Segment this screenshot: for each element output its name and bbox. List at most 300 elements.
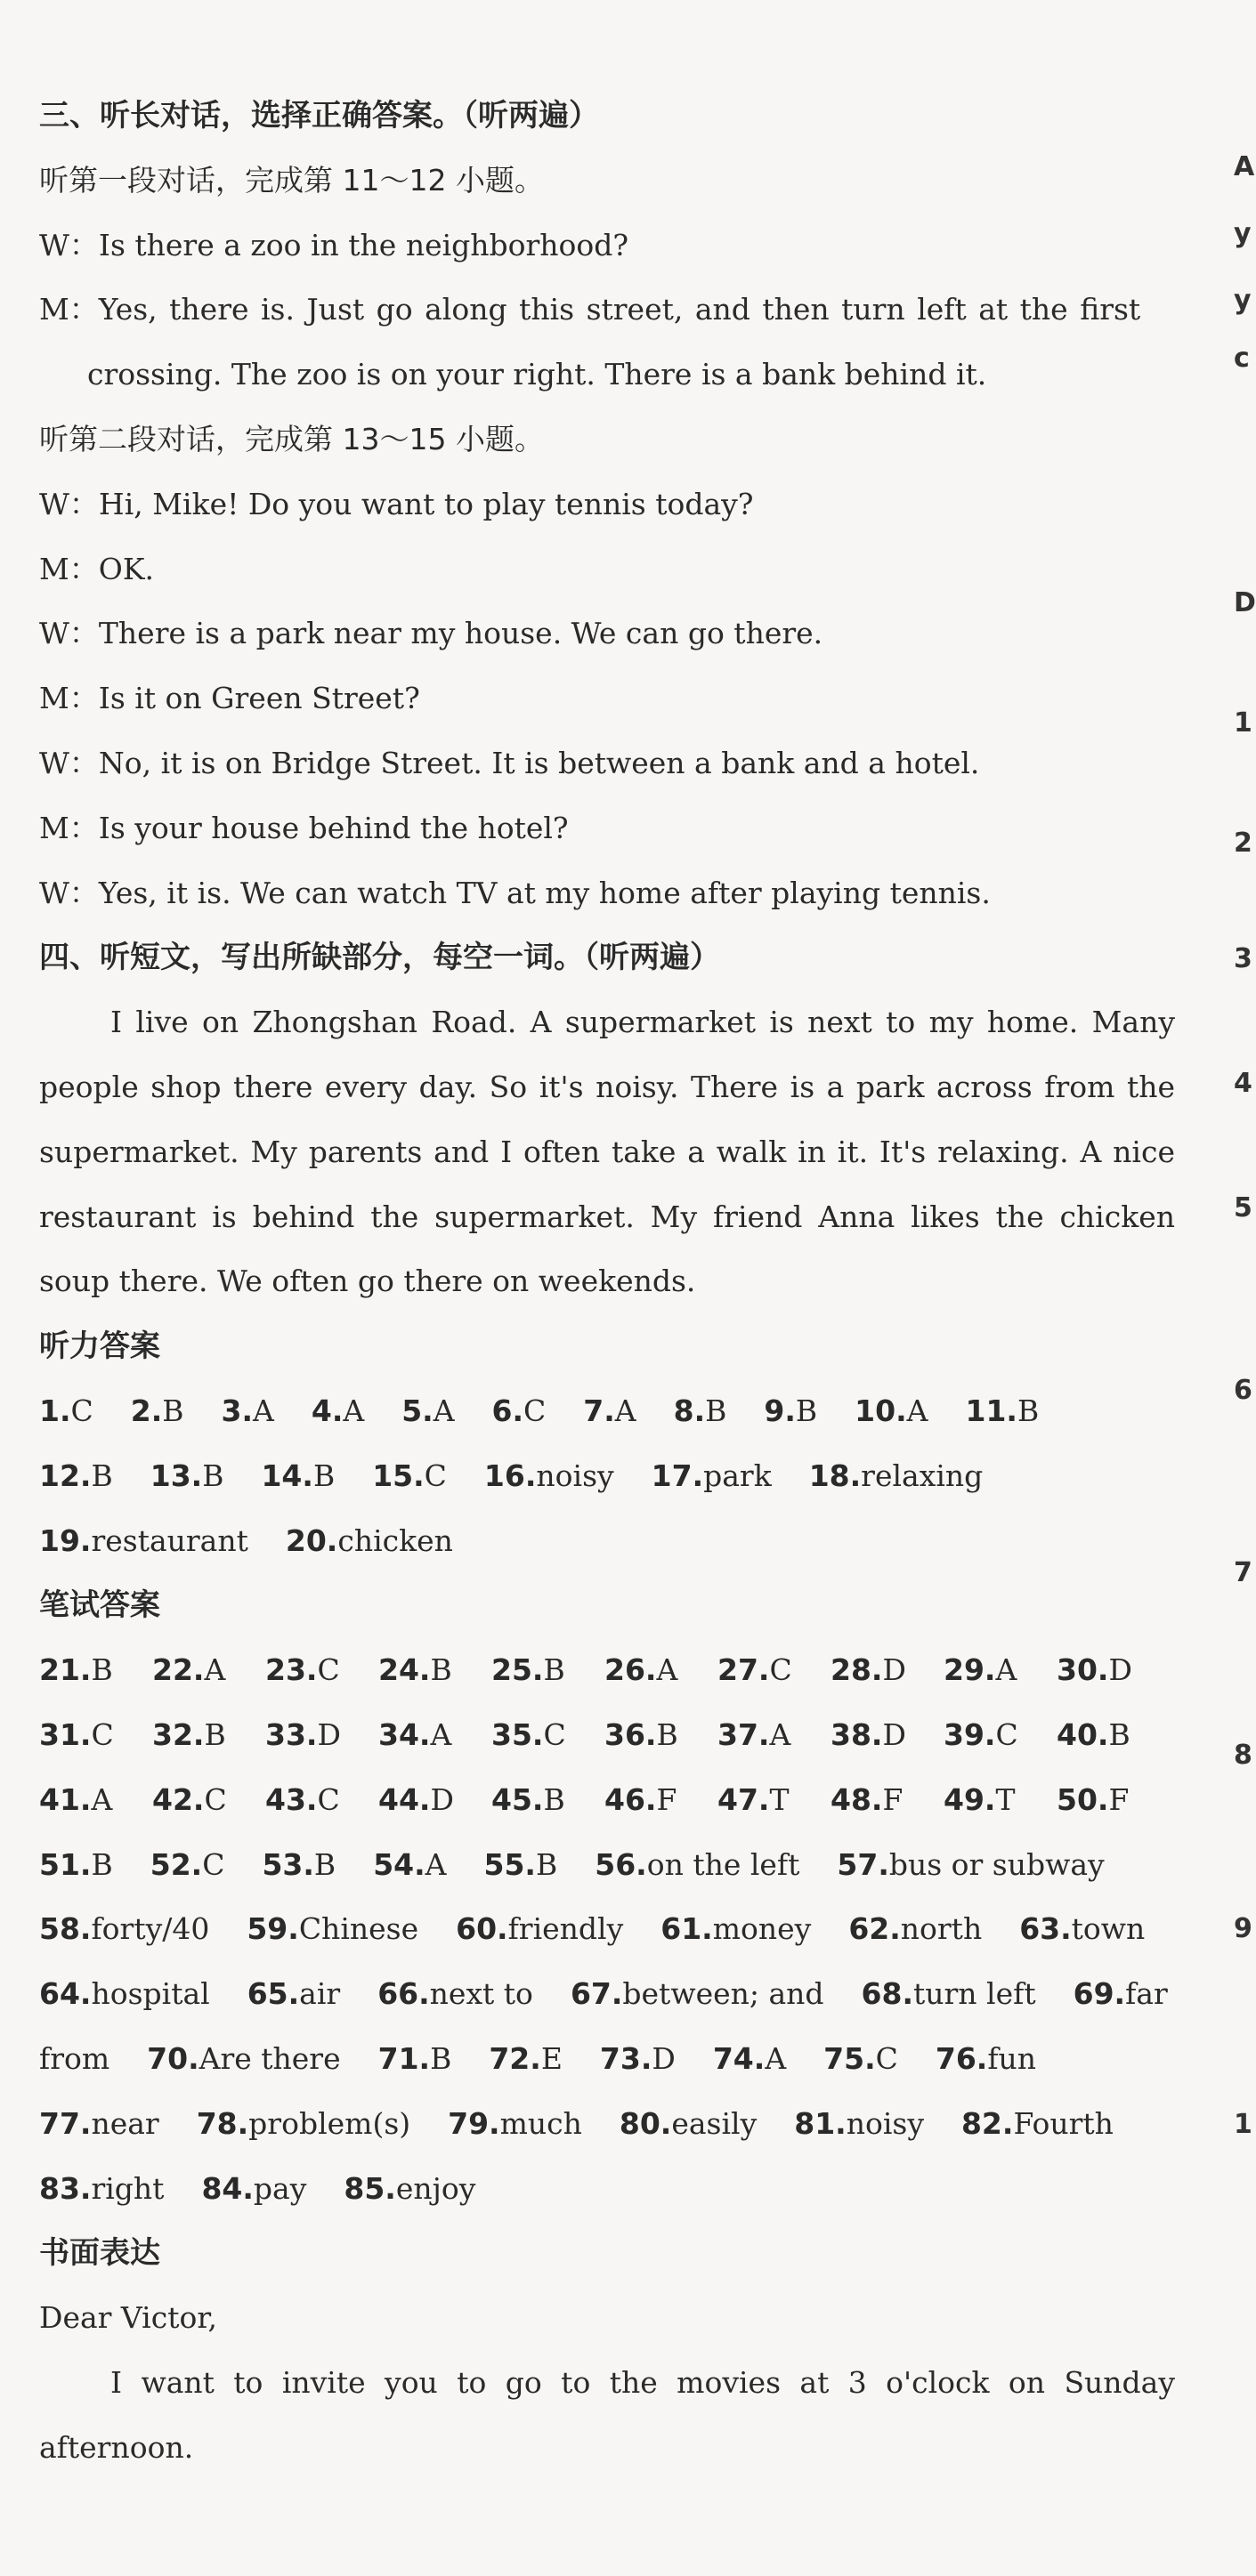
answer-number: 58. [39, 1911, 92, 1947]
answer-item [39, 1638, 152, 1703]
answer-value: F [1108, 1781, 1130, 1817]
answer-value: A [204, 1652, 226, 1688]
answer-value: B [795, 1393, 818, 1428]
answer-value: B [312, 1458, 336, 1493]
edge-fragment: 2 [1234, 828, 1252, 859]
answer-value: C [317, 1781, 340, 1817]
answer-item [377, 1962, 533, 2027]
answer-value: Fourth [1013, 2105, 1114, 2141]
answer-number: 41. [39, 1781, 92, 1817]
answer-value: C [875, 2040, 898, 2076]
answer-value: B [1108, 1716, 1130, 1752]
answer-number: 24. [378, 1652, 431, 1688]
answer-item [652, 1444, 772, 1509]
answer-number: 37. [717, 1716, 770, 1752]
answer-number: 1. [39, 1393, 71, 1428]
answer-item [491, 1768, 604, 1833]
answer-number: 30. [1057, 1652, 1109, 1688]
answer-item [378, 1703, 491, 1768]
answer-number: 38. [831, 1716, 883, 1752]
answer-value: noisy [536, 1458, 614, 1493]
answer-number: 9. [764, 1393, 796, 1428]
answer-item [713, 2027, 786, 2092]
answer-number: 15. [372, 1458, 425, 1493]
answer-number: 6. [491, 1393, 524, 1428]
answer-number: 82. [960, 2105, 1014, 2141]
answer-value: A [425, 1846, 447, 1882]
answer-number: 51. [39, 1846, 92, 1882]
answer-number: 32. [152, 1716, 205, 1752]
answer-item [372, 1444, 447, 1509]
answer-value: F [882, 1781, 904, 1817]
answer-value: C [769, 1652, 792, 1688]
answer-number: 12. [39, 1458, 92, 1493]
answer-number: 55. [483, 1846, 536, 1882]
listening-answers [39, 1379, 1175, 1573]
answer-value: B [430, 2040, 452, 2076]
answer-item [484, 1444, 614, 1509]
answer-value: hospital [91, 1976, 210, 2012]
answer-row [39, 1444, 1175, 1509]
answer-item [261, 1444, 335, 1509]
answer-value: next to [429, 1976, 533, 2012]
answer-item [378, 1768, 491, 1833]
answer-value: air [299, 1976, 341, 2012]
answer-value: turn left [913, 1976, 1036, 2012]
answer-item [39, 1833, 113, 1898]
edge-fragment: 1 [1234, 707, 1252, 739]
answer-number: 74. [712, 2040, 766, 2076]
answer-item [265, 1768, 378, 1833]
answer-row [39, 1897, 1175, 1962]
answer-value: bus or subway [888, 1846, 1105, 1882]
answer-item [39, 1509, 248, 1574]
answer-value: A [430, 1716, 452, 1752]
answer-number: 78. [196, 2105, 249, 2141]
answer-item [1057, 1638, 1170, 1703]
answer-value: A [769, 1716, 791, 1752]
answer-number: 17. [651, 1458, 704, 1493]
answer-value: forty/40 [91, 1911, 210, 1947]
answer-number: 34. [378, 1716, 431, 1752]
answer-number: 4. [311, 1393, 344, 1428]
answer-value: D [317, 1716, 341, 1752]
answer-value: B [91, 1652, 113, 1688]
dialog1-intro: 听第一段对话，完成第 11～12 小题。 [39, 162, 544, 198]
answer-item [147, 2027, 340, 2092]
answer-number: 14. [261, 1458, 313, 1493]
written-answers-heading: 笔试答案 [39, 1587, 160, 1624]
answer-item [247, 1962, 340, 2027]
answer-item [944, 1703, 1057, 1768]
answer-item [39, 1962, 210, 2027]
answer-item [491, 1703, 604, 1768]
answer-number: 83. [39, 2170, 92, 2206]
answer-number: 43. [265, 1781, 318, 1817]
answer-row [39, 2027, 1175, 2092]
answer-value: from [39, 2040, 110, 2076]
answer-item [944, 1768, 1057, 1833]
edge-fragment: 9 [1234, 1913, 1252, 1944]
answer-number: 76. [935, 2040, 988, 2076]
answer-item [848, 1897, 982, 1962]
answer-number: 75. [823, 2040, 876, 2076]
answer-value: friendly [507, 1911, 624, 1947]
answer-item [862, 1962, 1036, 2027]
answer-number: 23. [265, 1652, 318, 1688]
answer-number: 65. [247, 1976, 300, 2012]
answer-item [604, 1638, 717, 1703]
answer-number: 2. [130, 1393, 163, 1428]
answer-number: 40. [1057, 1716, 1109, 1752]
answer-number: 62. [848, 1911, 901, 1947]
answer-value: A [906, 1393, 928, 1428]
answer-value: noisy [846, 2105, 924, 2141]
section4-heading: 四、听短文，写出所缺部分，每空一词。（听两遍） [39, 940, 720, 976]
answer-number: 64. [39, 1976, 92, 2012]
dialog2-line: W：Hi, Mike! Do you want to play tennis today? [39, 486, 754, 521]
edge-fragment: 4 [1234, 1068, 1252, 1099]
answer-number: 68. [861, 1976, 914, 2012]
answer-value: B [204, 1716, 226, 1752]
answer-item [131, 1379, 184, 1444]
answer-value: problem(s) [248, 2105, 411, 2141]
answer-item [265, 1638, 378, 1703]
answer-item [595, 1833, 799, 1898]
answer-item [674, 1379, 727, 1444]
answer-value: C [995, 1716, 1018, 1752]
answer-item [604, 1703, 717, 1768]
answer-item [373, 1833, 446, 1898]
answer-number: 25. [491, 1652, 544, 1688]
answer-item [39, 1379, 93, 1444]
answer-number: 85. [344, 2170, 396, 2206]
answer-row [39, 1379, 1175, 1444]
answer-value: right [91, 2170, 165, 2206]
answer-number: 59. [247, 1911, 299, 1947]
answer-item [1057, 1703, 1170, 1768]
answer-item [936, 2027, 1036, 2092]
answer-number: 3. [221, 1393, 254, 1428]
answer-item [831, 1703, 944, 1768]
dialog2-line: W：Yes, it is. We can watch TV at my home after playing tennis. [39, 875, 991, 910]
answer-number: 72. [489, 2040, 541, 2076]
answer-item [620, 2092, 757, 2157]
answer-row [39, 1703, 1175, 1768]
answer-row [39, 1962, 1175, 2027]
answer-value: B [543, 1781, 565, 1817]
answer-number: 50. [1057, 1781, 1109, 1817]
answer-value: Chinese [298, 1911, 419, 1947]
answer-item [201, 2157, 306, 2222]
answer-number: 71. [377, 2040, 431, 2076]
answer-value: A [91, 1781, 113, 1817]
answer-number: 60. [456, 1911, 508, 1947]
dialog1-line: M：Yes, there is. Just go along this street, and then turn left at the first [39, 292, 1141, 327]
answer-item [660, 1897, 811, 1962]
answer-item [312, 1379, 364, 1444]
answer-value: T [995, 1781, 1016, 1817]
answer-item [794, 2092, 924, 2157]
answer-item [831, 1768, 944, 1833]
answer-item [717, 1638, 831, 1703]
answer-number: 7. [583, 1393, 615, 1428]
edge-fragment: D [1234, 587, 1256, 618]
answer-item [831, 1638, 944, 1703]
answer-item [837, 1833, 1104, 1898]
answer-item [150, 1444, 224, 1509]
answer-value: B [430, 1652, 452, 1688]
answer-item [39, 1768, 152, 1833]
answer-item [39, 2027, 109, 2092]
answer-value: fun [987, 2040, 1037, 2076]
answer-value: C [317, 1652, 340, 1688]
answer-number: 36. [604, 1716, 657, 1752]
dialog2-line: W：No, it is on Bridge Street. It is between a bank and a hotel. [39, 745, 980, 780]
written-answers-grid [39, 1638, 1175, 1832]
answer-number: 19. [39, 1522, 92, 1558]
answer-item [150, 1833, 225, 1898]
dialog2-line: M：Is your house behind the hotel? [39, 810, 569, 845]
answer-number: 26. [604, 1652, 657, 1688]
section4-passage: I live on Zhongshan Road. A supermarket is next to my home. Many people shop there every day. So it's noisy. There is a park across from the supermarket. My parents and I often take a walk in it. It's relaxing. A nice restaurant is behind the supermarket. My friend Anna likes the chicken soup there. We often go there on weekends. [39, 1005, 1175, 1299]
answer-value: C [543, 1716, 566, 1752]
answer-number: 29. [944, 1652, 996, 1688]
answer-page [39, 84, 1175, 2480]
answer-item [286, 1509, 453, 1574]
dialog2-line: W：There is a park near my house. We can go there. [39, 616, 823, 651]
edge-fragment: y [1234, 218, 1252, 249]
answer-number: 54. [373, 1846, 425, 1882]
answer-value: D [1108, 1652, 1132, 1688]
edge-fragment: 1 [1234, 2109, 1252, 2140]
answer-number: 53. [262, 1846, 314, 1882]
answer-number: 28. [831, 1652, 883, 1688]
edge-fragment: 5 [1234, 1192, 1252, 1223]
dialog2-intro: 听第二段对话，完成第 13～15 小题。 [39, 421, 544, 456]
section3-heading: 三、听长对话，选择正确答案。（听两遍） [39, 98, 599, 133]
answer-value: town [1071, 1911, 1146, 1947]
answer-number: 77. [39, 2105, 92, 2141]
answer-number: 61. [660, 1911, 713, 1947]
answer-row [39, 1768, 1175, 1833]
answer-item [39, 1444, 113, 1509]
answer-number: 73. [599, 2040, 652, 2076]
answer-number: 33. [265, 1716, 318, 1752]
answer-item [489, 2027, 563, 2092]
answer-value: T [769, 1781, 790, 1817]
listening-answers-heading: 听力答案 [39, 1328, 160, 1365]
answer-number: 5. [401, 1393, 434, 1428]
answer-value: A [253, 1393, 274, 1428]
answer-item [152, 1638, 265, 1703]
answer-value: C [424, 1458, 447, 1493]
answer-number: 84. [201, 2170, 254, 2206]
answer-number: 35. [491, 1716, 544, 1752]
answer-number: 20. [285, 1522, 338, 1558]
answer-item [152, 1703, 265, 1768]
answer-value: restaurant [91, 1522, 248, 1558]
answer-value: A [343, 1393, 365, 1428]
answer-value: B [91, 1458, 113, 1493]
answer-value: B [202, 1458, 224, 1493]
answer-item [823, 2027, 898, 2092]
answer-value: enjoy [395, 2170, 476, 2206]
edge-fragment: 3 [1234, 943, 1252, 974]
answer-number: 56. [595, 1846, 647, 1882]
answer-item [378, 1638, 491, 1703]
answer-value: C [70, 1393, 93, 1428]
answer-row [39, 2092, 1175, 2157]
answer-number: 49. [944, 1781, 996, 1817]
answer-number: 70. [147, 2040, 199, 2076]
answer-item [456, 1897, 623, 1962]
answer-item [583, 1379, 636, 1444]
answer-value: much [499, 2105, 582, 2141]
answer-value: far [1125, 1976, 1168, 2012]
answer-value: relaxing [861, 1458, 984, 1493]
answer-value: park [703, 1458, 772, 1493]
answer-number: 66. [377, 1976, 430, 2012]
answer-number: 63. [1019, 1911, 1072, 1947]
answer-item [492, 1379, 547, 1444]
answer-item [604, 1768, 717, 1833]
dialog1-line: crossing. The zoo is on your right. There is a bank behind it. [87, 357, 987, 392]
answer-value: C [91, 1716, 114, 1752]
answer-item [965, 1379, 1039, 1444]
answer-number: 44. [378, 1781, 431, 1817]
writing-heading: 书面表达 [39, 2235, 160, 2272]
dialog2-line: M：OK. [39, 551, 154, 586]
answer-number: 46. [604, 1781, 657, 1817]
answer-value: C [202, 1846, 225, 1882]
answer-value: B [1017, 1393, 1040, 1428]
answer-number: 45. [491, 1781, 544, 1817]
edge-fragment: 7 [1234, 1557, 1252, 1588]
answer-item [961, 2092, 1114, 2157]
answer-row [39, 1638, 1175, 1703]
answer-item [717, 1703, 831, 1768]
answer-number: 42. [152, 1781, 205, 1817]
answer-item [262, 1833, 336, 1898]
letter-salutation: Dear Victor, [39, 2300, 217, 2336]
answer-row [39, 1509, 1175, 1574]
edge-fragment: 6 [1234, 1375, 1252, 1406]
answer-row [39, 1833, 1175, 1898]
answer-number: 79. [448, 2105, 500, 2141]
answer-number: 47. [717, 1781, 770, 1817]
answer-item [197, 2092, 410, 2157]
answer-value: F [656, 1781, 677, 1817]
answer-item [39, 1897, 209, 1962]
answer-item [265, 1703, 378, 1768]
answer-item [600, 2027, 676, 2092]
answer-item [491, 1638, 604, 1703]
answer-value: money [712, 1911, 812, 1947]
answer-item [809, 1444, 984, 1509]
answer-value: D [652, 2040, 676, 2076]
edge-fragment: 8 [1234, 1740, 1252, 1771]
answer-value: B [543, 1652, 565, 1688]
answer-number: 8. [673, 1393, 706, 1428]
answer-item [571, 1962, 824, 2027]
answer-value: A [656, 1652, 678, 1688]
answer-value: A [995, 1652, 1017, 1688]
answer-item [855, 1379, 928, 1444]
answer-number: 22. [152, 1652, 205, 1688]
answer-item [484, 1833, 558, 1898]
answer-number: 39. [944, 1716, 996, 1752]
answer-number: 57. [837, 1846, 889, 1882]
answer-number: 11. [965, 1393, 1017, 1428]
answer-value: between; and [622, 1976, 824, 2012]
answer-number: 81. [794, 2105, 847, 2141]
answer-value: D [882, 1652, 906, 1688]
answer-value: C [204, 1781, 227, 1817]
answer-value: D [882, 1716, 906, 1752]
answer-value: D [430, 1781, 454, 1817]
answer-item [247, 1897, 418, 1962]
answer-item [1057, 1768, 1170, 1833]
answer-value: on the left [646, 1846, 800, 1882]
answer-number: 67. [570, 1976, 623, 2012]
answer-item [152, 1768, 265, 1833]
answer-number: 69. [1073, 1976, 1126, 2012]
answer-item [764, 1379, 817, 1444]
answer-value: near [91, 2105, 159, 2141]
answer-value: north [900, 1911, 983, 1947]
answer-item [344, 2157, 475, 2222]
answer-value: B [535, 1846, 558, 1882]
answer-value: A [433, 1393, 455, 1428]
answer-value: B [313, 1846, 336, 1882]
answer-value: B [656, 1716, 678, 1752]
answer-item [401, 1379, 454, 1444]
edge-fragment: A [1234, 151, 1255, 182]
answer-item [717, 1768, 831, 1833]
answer-item [39, 2157, 164, 2222]
answer-value: Are there [199, 2040, 341, 2076]
written-answers-flow [39, 1833, 1175, 2222]
answer-number: 48. [831, 1781, 883, 1817]
dialog1-line: W：Is there a zoo in the neighborhood? [39, 227, 629, 262]
answer-item [378, 2027, 452, 2092]
answer-item [222, 1379, 274, 1444]
answer-value: B [705, 1393, 727, 1428]
dialog2-line: M：Is it on Green Street? [39, 681, 420, 716]
answer-number: 31. [39, 1716, 92, 1752]
answer-item [39, 2092, 159, 2157]
answer-value: B [91, 1846, 113, 1882]
answer-number: 52. [150, 1846, 203, 1882]
answer-number: 18. [808, 1458, 862, 1493]
answer-value: A [765, 2040, 787, 2076]
letter-body: I want to invite you to go to the movies at 3 o'clock on Sunday afternoon. [39, 2364, 1175, 2465]
answer-item [1074, 1962, 1168, 2027]
answer-value: chicken [337, 1522, 453, 1558]
answer-item [944, 1638, 1057, 1703]
answer-number: 10. [855, 1393, 907, 1428]
answer-number: 80. [619, 2105, 672, 2141]
answer-value: A [614, 1393, 636, 1428]
edge-fragment: c [1234, 343, 1250, 374]
answer-number: 27. [717, 1652, 770, 1688]
answer-item [448, 2092, 582, 2157]
answer-value: easily [671, 2105, 758, 2141]
answer-number: 16. [483, 1458, 537, 1493]
answer-number: 13. [150, 1458, 203, 1493]
edge-fragment: y [1234, 285, 1252, 316]
